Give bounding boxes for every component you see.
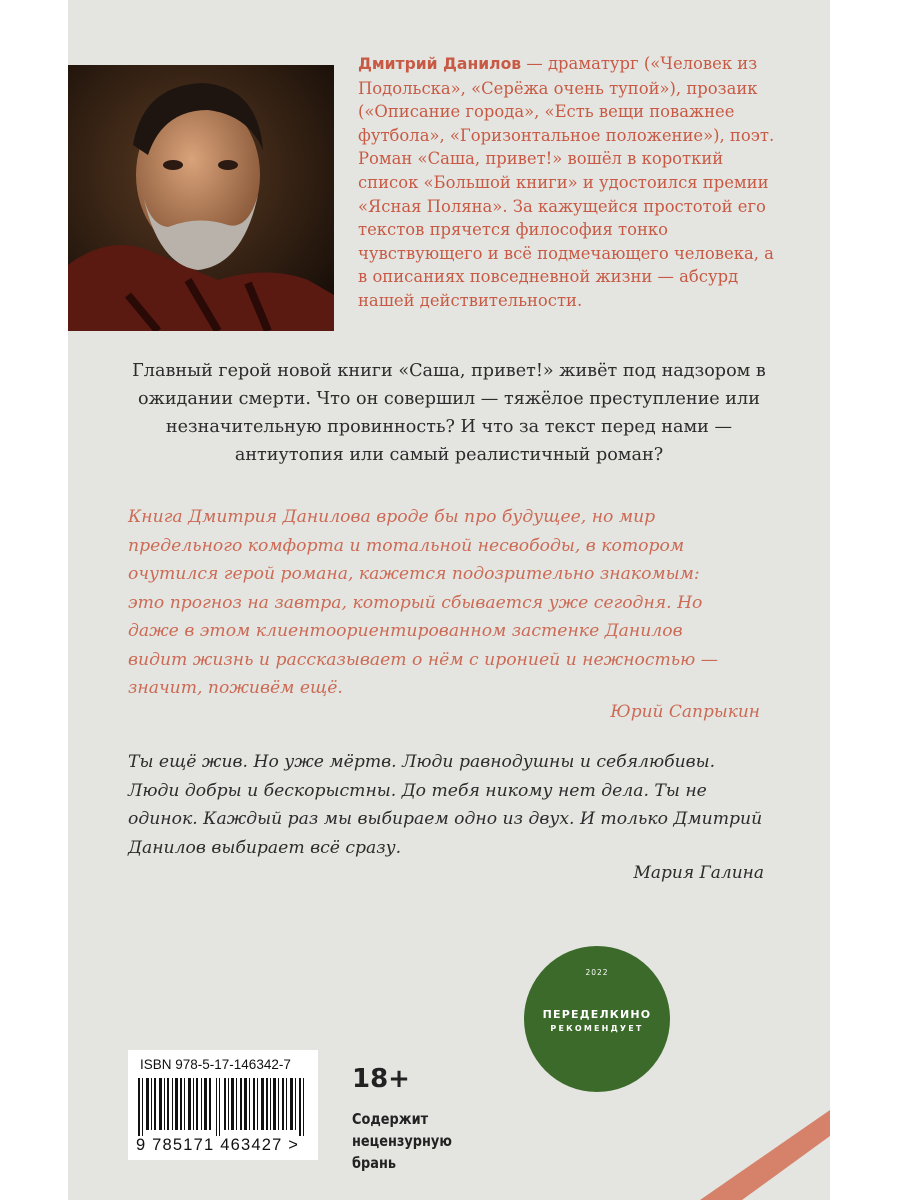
- author-bio: [358, 52, 778, 313]
- badge-title: ПЕРЕДЕЛКИНО: [542, 1008, 652, 1021]
- review-quote-galina: Ты ещё жив. Но уже мёртв. Люди равнодушны и себялюбивы. Люди добры и бескорыстны. До тебя никому нет дела. Ты не одинок. Каждый раз мы выбираем одно из двух. И только Дмитрий Данилов выбирает всё сразу.: [128, 752, 763, 858]
- barcode-digits: 9 785171 463427 >: [136, 1136, 300, 1154]
- review-author-saprykin: Юрий Сапрыкин: [610, 702, 760, 722]
- author-photo: [68, 65, 334, 331]
- peredelkino-badge: [524, 946, 670, 1092]
- review-author-galina: Мария Галина: [633, 863, 764, 883]
- book-annotation: Главный герой новой книги «Саша, привет!» живёт под надзором в ожидании смерти. Что он совершил — тяжёлое преступление или незначительную провинность? И что за текст перед нами — антиутопия или самый реалистичный роман?: [132, 361, 766, 465]
- isbn-number: ISBN 978-5-17-146342-7: [140, 1057, 291, 1072]
- badge-subtitle: РЕКОМЕНДУЕТ: [550, 1024, 644, 1033]
- badge-year: 2022: [585, 968, 609, 977]
- review-quote-saprykin: Книга Дмитрия Данилова вроде бы про будущее, но мир предельного комфорта и тотальной несвободы, в котором очутился герой романа, кажется подозрительно знакомым: это прогноз на завтра, который сбывается уже сегодня. Но даже в этом клиентоориентированном застенке Данилов видит жизнь и рассказывает о нём с иронией и нежностью — значит, поживём ещё.: [128, 507, 718, 698]
- age-rating: 18+: [352, 1064, 410, 1094]
- book-back-cover: [68, 0, 830, 1200]
- isbn-barcode: [128, 1050, 318, 1160]
- barcode-bars-icon: [136, 1078, 314, 1136]
- author-bio-text: — драматург («Человек из Подольска», «Серёжа очень тупой»), прозаик («Описание города», «Есть вещи поважнее футбола», «Горизонтальное положение»), поэт. Роман «Саша, привет!» вошёл в короткий список «Большой книги» и удостоился премии «Ясная Поляна». За кажущейся простотой его текстов прячется философия тонко чувствующего и всё подмечающего человека, а в описаниях повседневной жизни — абсурд нашей действительности.: [358, 54, 775, 310]
- content-warning: Содержит нецензурную брань: [352, 1110, 452, 1172]
- author-name: Дмитрий Данилов: [358, 55, 522, 73]
